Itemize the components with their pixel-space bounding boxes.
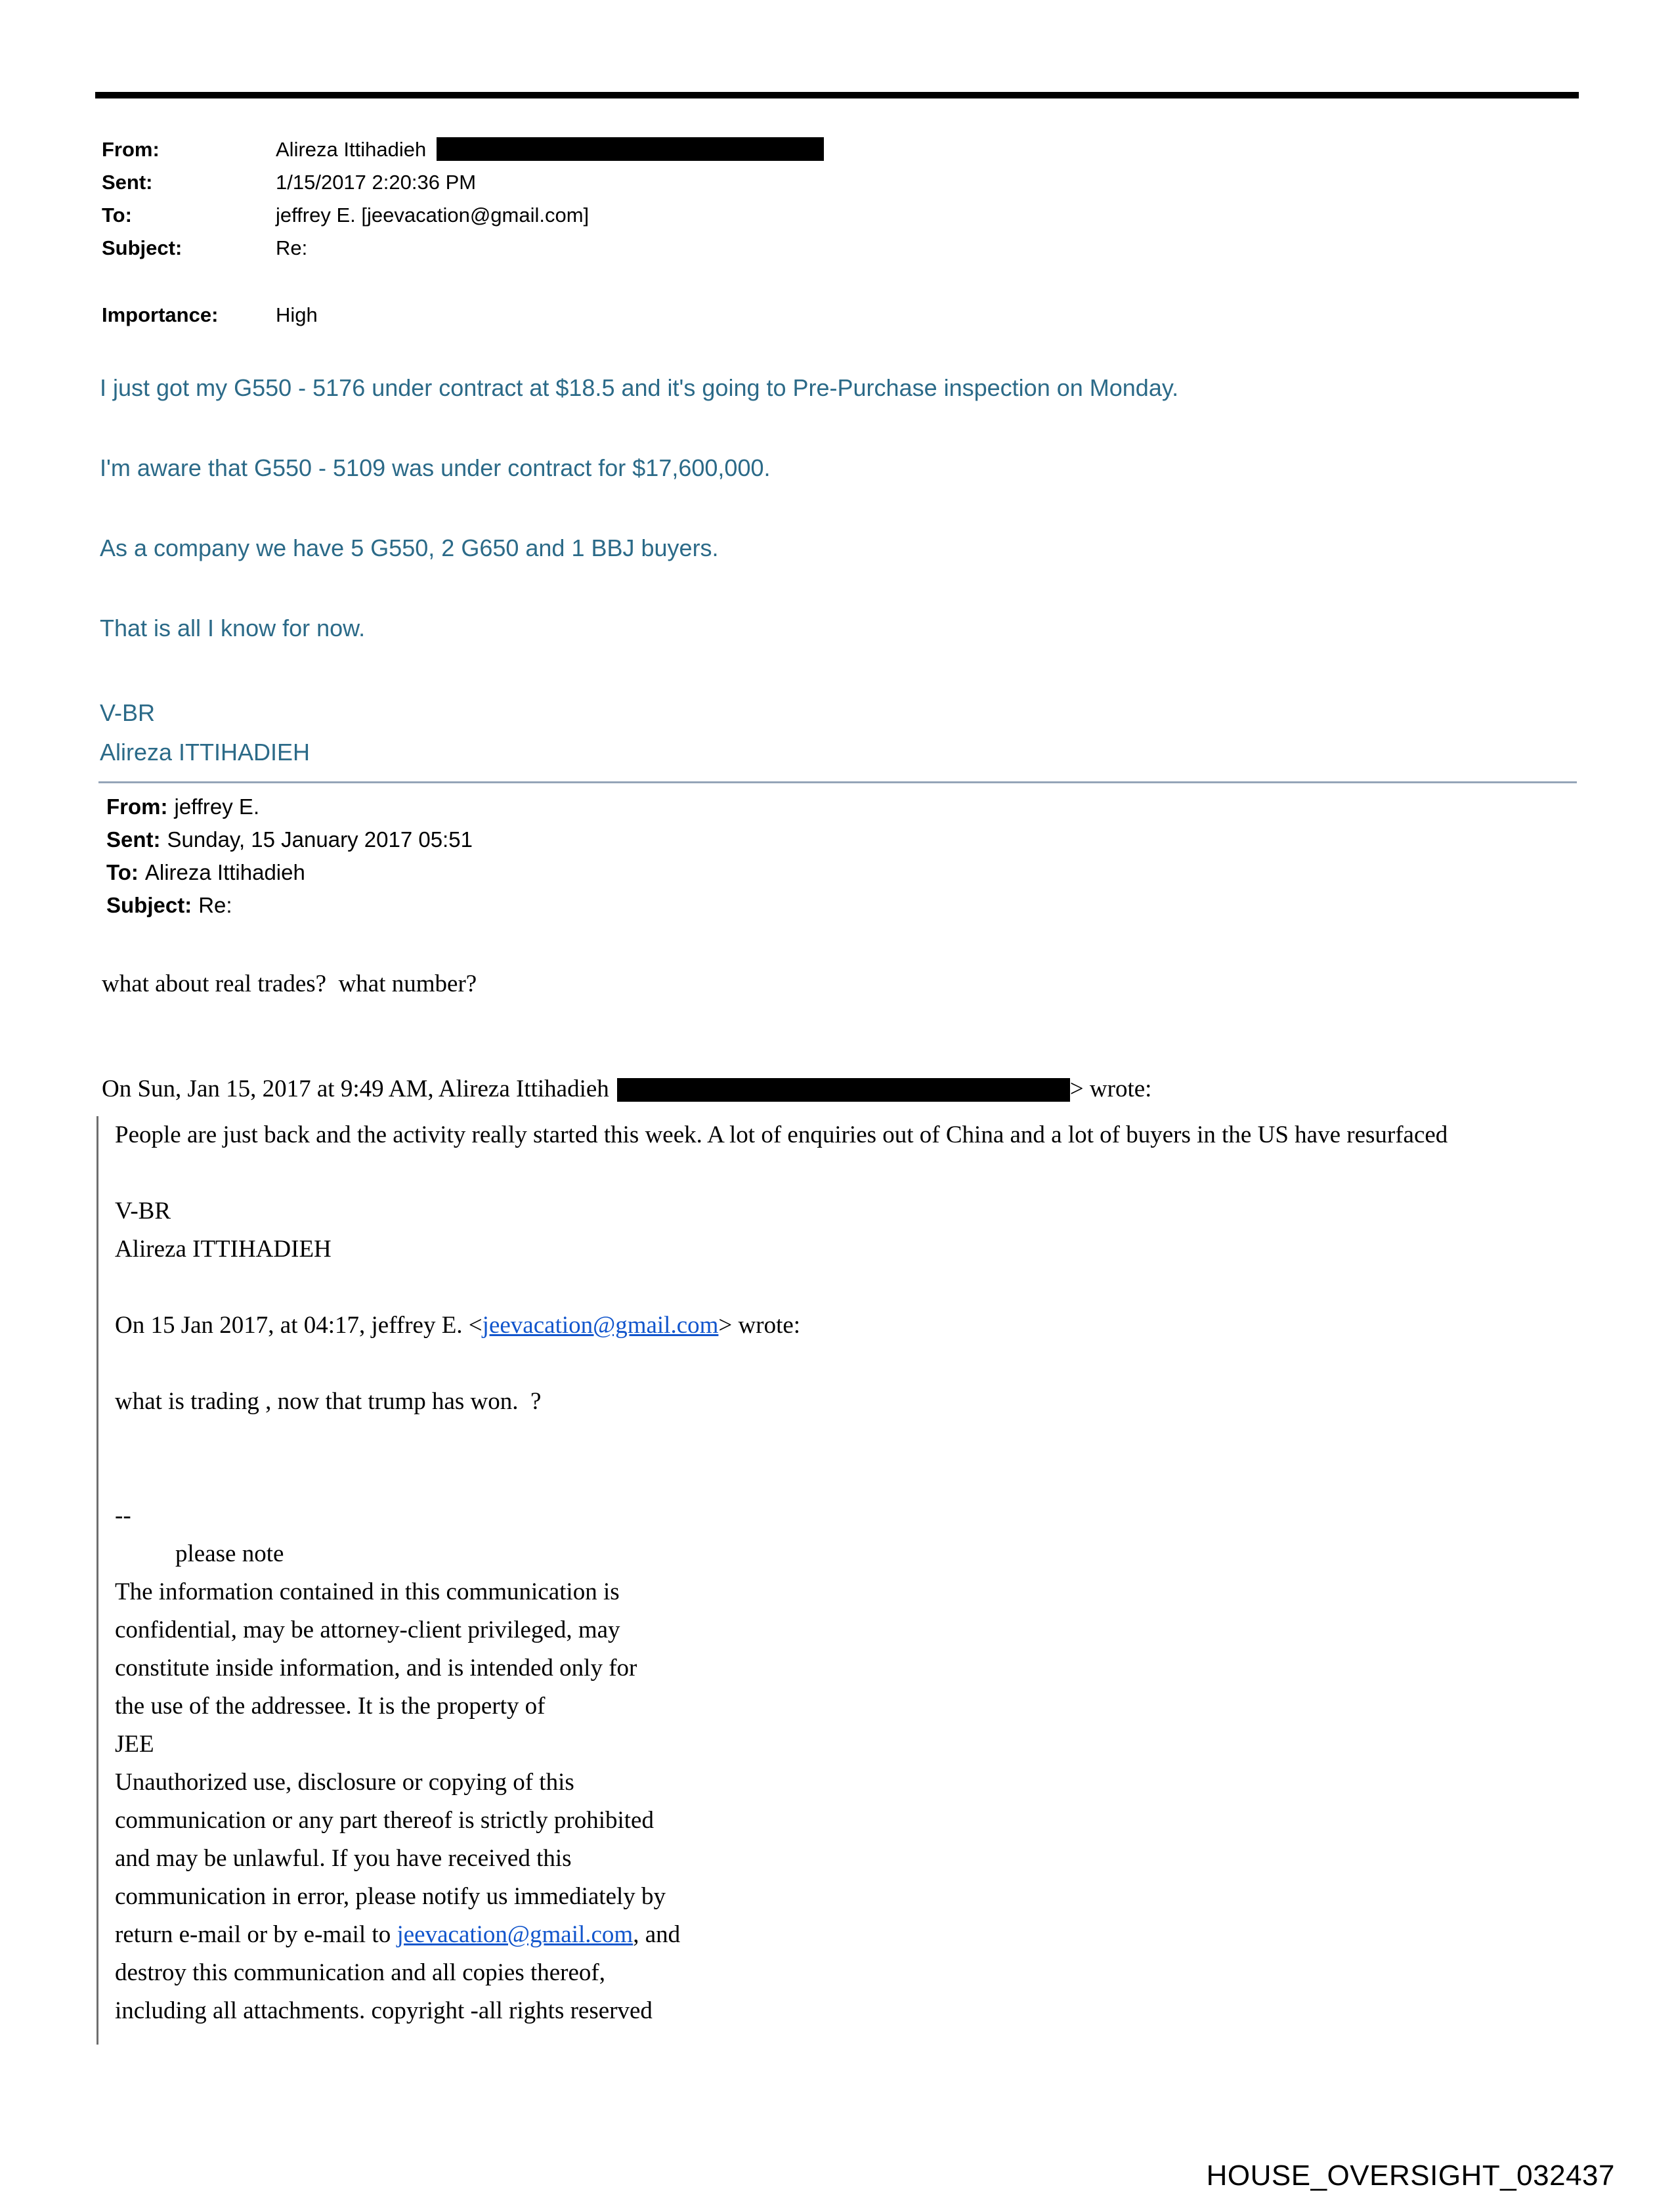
- sent-label: Sent:: [106, 827, 161, 852]
- disclaimer-line: The information contained in this communication is: [115, 1578, 620, 1605]
- to-value: Alireza Ittihadieh: [144, 860, 305, 884]
- disclaimer-text: , and: [633, 1921, 681, 1948]
- disclaimer-text: return e-mail or by e-mail to: [115, 1921, 397, 1948]
- signature-line: V-BR: [100, 699, 156, 726]
- attribution-prefix: On Sun, Jan 15, 2017 at 9:49 AM, Alireza Ittihadieh: [102, 1075, 609, 1102]
- importance-value: High: [276, 303, 318, 326]
- disclaimer-line: destroy this communication and all copies thereof,: [115, 1959, 605, 1986]
- disclaimer-link-line: [115, 1916, 1521, 1954]
- subject-value: Re:: [198, 893, 232, 917]
- question-text: what is trading , now that trump has won. ?: [115, 1388, 542, 1415]
- question-text: what about real trades? what number?: [102, 970, 477, 997]
- attribution-prefix: On 15 Jan 2017, at 04:17, jeffrey E. <: [115, 1312, 483, 1339]
- reply-body: [100, 373, 1610, 772]
- reply-paragraph: As a company we have 5 G550, 2 G650 and 1 BBJ buyers.: [100, 534, 719, 561]
- disclaimer-note-label: please note: [175, 1540, 284, 1567]
- signature-separator: --: [115, 1502, 131, 1529]
- sent-label: Sent:: [102, 171, 153, 194]
- disclaimer-line: including all attachments. copyright -all rights reserved: [115, 1997, 653, 2024]
- quoted-paragraph: People are just back and the activity really started this week. A lot of enquiries out of China and a lot of buyers in the US have resurfaced: [115, 1121, 1448, 1148]
- section-divider: [98, 781, 1577, 783]
- quoted-header-row-to: [106, 856, 473, 889]
- quoted-header-row-from: [106, 791, 473, 823]
- signature-line: Alireza ITTIHADIEH: [115, 1236, 332, 1263]
- sent-value: Sunday, 15 January 2017 05:51: [167, 827, 473, 852]
- header-row-sent: [102, 166, 824, 199]
- bates-number: HOUSE_OVERSIGHT_032437: [1206, 2159, 1615, 2192]
- subject-label: Subject:: [102, 236, 182, 259]
- signature-line: Alireza ITTIHADIEH: [100, 739, 311, 766]
- to-label: To:: [106, 860, 139, 884]
- reply-paragraph: I'm aware that G550 - 5109 was under contract for $17,600,000.: [100, 454, 771, 481]
- from-value: [276, 133, 824, 166]
- from-label: From:: [102, 138, 160, 161]
- redaction-bar: [617, 1078, 1070, 1102]
- attribution-suffix: > wrote:: [1069, 1075, 1152, 1102]
- email-link[interactable]: jeevacation@gmail.com: [397, 1921, 633, 1948]
- subject-value: Re:: [276, 236, 308, 259]
- to-value: jeffrey E. [jeevacation@gmail.com]: [276, 204, 590, 227]
- disclaimer-line: the use of the addressee. It is the property of: [115, 1693, 546, 1720]
- quoted-message-block: [97, 1116, 1521, 2045]
- subject-label: Subject:: [106, 893, 192, 917]
- from-value: jeffrey E.: [174, 794, 260, 819]
- header-row-subject: [102, 232, 824, 265]
- quoted-header-row-sent: [106, 823, 473, 856]
- disclaimer-line: communication or any part thereof is strictly prohibited: [115, 1807, 654, 1834]
- attribution-line: [102, 1073, 1151, 1106]
- reply-paragraph: That is all I know for now.: [100, 615, 366, 641]
- attribution-suffix: > wrote:: [718, 1312, 801, 1339]
- top-divider-rule: [95, 92, 1579, 98]
- header-row-to: [102, 199, 824, 232]
- header-row-from: [102, 133, 824, 166]
- quoted-header-row-subject: [106, 889, 473, 922]
- sent-value: 1/15/2017 2:20:36 PM: [276, 171, 477, 194]
- sender-name: Alireza Ittihadieh: [276, 138, 427, 161]
- signature-line: V-BR: [115, 1198, 171, 1225]
- inner-attribution-line: [115, 1307, 1521, 1345]
- quoted-email-header: [106, 791, 473, 922]
- redaction-bar: [437, 137, 824, 161]
- importance-label: Importance:: [102, 303, 219, 326]
- disclaimer-line: communication in error, please notify us immediately by: [115, 1883, 666, 1910]
- disclaimer-line: Unauthorized use, disclosure or copying of this: [115, 1769, 574, 1796]
- from-label: From:: [106, 794, 168, 819]
- header-row-importance: [102, 299, 824, 332]
- disclaimer-line: constitute inside information, and is intended only for: [115, 1655, 637, 1681]
- to-label: To:: [102, 204, 132, 227]
- disclaimer-line: JEE: [115, 1731, 154, 1758]
- email-header: [102, 133, 824, 332]
- disclaimer-line: and may be unlawful. If you have received this: [115, 1845, 572, 1872]
- email-link[interactable]: jeevacation@gmail.com: [482, 1312, 719, 1339]
- reply-paragraph: I just got my G550 - 5176 under contract at $18.5 and it's going to Pre-Purchase inspection on Monday.: [100, 374, 1179, 401]
- disclaimer-line: confidential, may be attorney-client privileged, may: [115, 1616, 620, 1643]
